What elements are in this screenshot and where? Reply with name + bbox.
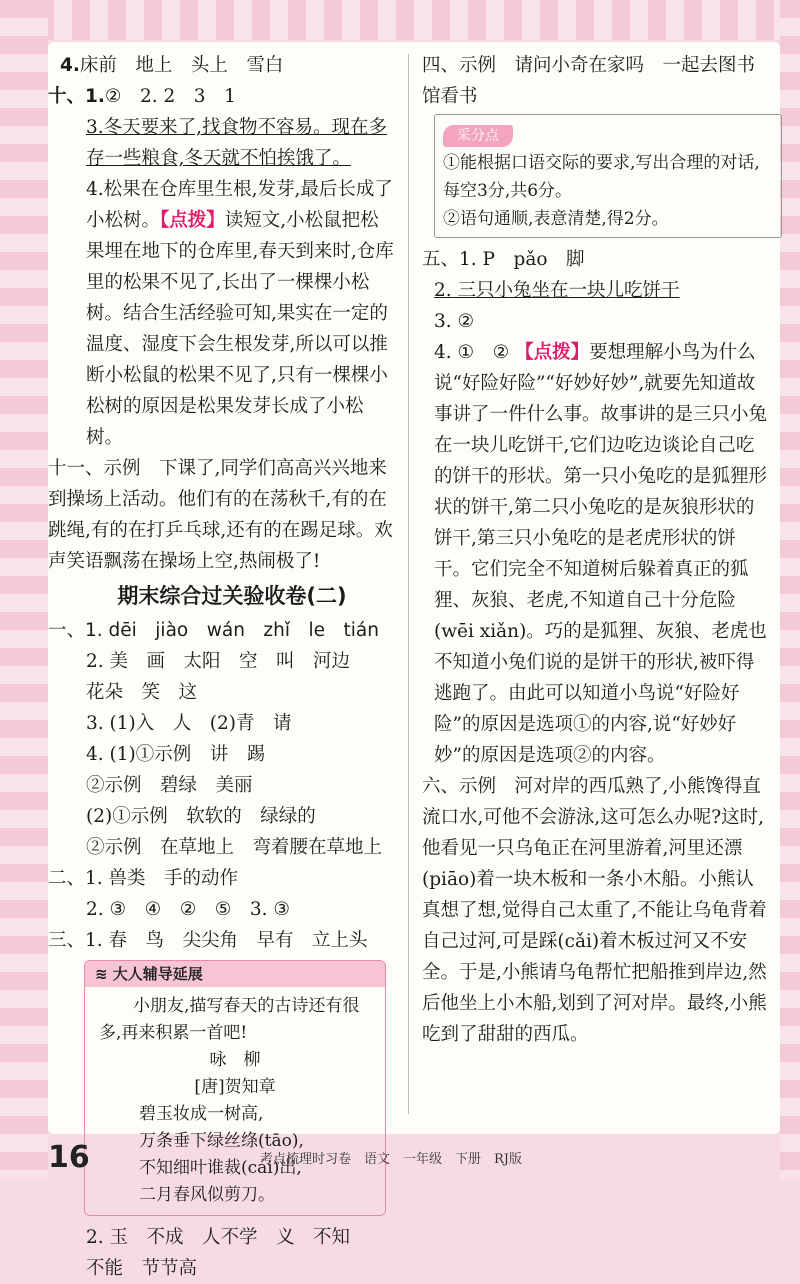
page-number: 16 <box>48 1140 90 1175</box>
answer-s1-4d: ②示例 在草地上 弯着腰在草地上 <box>86 837 383 858</box>
answer-q11: 十一、示例 下课了,同学们高高兴兴地来到操场上活动。他们有的在荡秋千,有的在跳绳,有的在打乒乓球,还有的在踢足球。欢声笑语飘荡在操场上空,热闹极了! <box>48 458 393 572</box>
answer-s1-2b: 花朵 笑 这 <box>86 682 198 703</box>
answer-s3-2b: 不能 节节高 <box>86 1258 198 1279</box>
answer-s1-4b: ②示例 碧绿 美丽 <box>86 775 253 796</box>
guide-intro: 小朋友,描写春天的古诗还有很多,再来积累一首吧! <box>99 996 360 1043</box>
answer-s4: 四、示例 请问小奇在家吗 一起去图书馆看书 <box>422 55 756 107</box>
poem-line: 不知细叶谁裁(cái)出, <box>139 1158 302 1178</box>
answer-text: 床前 地上 头上 雪白 <box>79 55 284 76</box>
answer-line <box>48 81 396 112</box>
left-column <box>48 50 396 1284</box>
section-title: 期末综合过关验收卷(二) <box>117 584 347 608</box>
answer-text: ② 2. 2 3 1 <box>104 86 236 107</box>
scoring-tag: 采分点 <box>443 125 513 147</box>
answer-q10-3: 3.冬天要来了,找食物不容易。现在多存一些粮食,冬天就不怕挨饿了。 <box>86 117 388 169</box>
column-divider <box>408 54 409 1114</box>
answer-s1-3: 3. (1)入 人 (2)青 请 <box>86 713 292 734</box>
answer-line <box>48 50 396 81</box>
answer-s6: 六、示例 河对岸的西瓜熟了,小熊馋得直流口水,可他不会游泳,这可怎么办呢?这时,他看见一只乌龟正在河里游着,河里还漂(piāo)着一块木板和一条小木船。小熊认真想了想,觉得自己太重了,不能让乌龟背着自己过河,可是踩(cǎi)着木板过河又不安全。于是,小熊请乌龟帮忙把船推到岸边,然后他坐上小木船,划到了河对岸。最终,小熊吃到了甜甜的西瓜。 <box>422 776 767 1045</box>
poem-line: 碧玉妆成一树高, <box>139 1104 264 1124</box>
hint-label: 【点拨】 <box>160 210 225 231</box>
answer-s1-4c: (2)①示例 软软的 绿绿的 <box>86 806 316 827</box>
hint-text: 要想理解小鸟为什么说“好险好险”“好妙好妙”,就要先知道故事讲了一件什么事。故事讲的是三只小兔在一块儿吃饼干,它们边吃边谈论自己吃的饼干的形状。第一只小兔吃的是狐狸形状的饼干,第二只小兔吃的是灰狼形状的饼干,第三只小兔吃的是老虎形状的饼干。它们完全不知道树后躲着真正的狐狸、灰狼、老虎,不知道自己十分危险(wēi xiǎn)。巧的是狐狸、灰狼、老虎也不知道小兔们说的是饼干的形状,被吓得逃跑了。由此可以知道小鸟说“好险好险”的原因是选项①的内容,说“好妙好妙”的原因是选项②的内容。 <box>434 342 768 766</box>
parent-guide-title: 大人辅导延展 <box>112 965 203 983</box>
answer-s2-1: 二、1. 兽类 手的动作 <box>48 868 239 889</box>
decorative-border-top <box>0 0 800 40</box>
hint-text: 读短文,小松鼠把松果埋在地下的仓库里,春天到来时,仓库里的松果不见了,长出了一棵棵小松树。结合生活经验可知,果实在一定的温度、湿度下会生根发芽,所以可以推断小松鼠的松果不见了,只有一棵棵小松树的原因是松果发芽长成了小松树。 <box>86 210 394 448</box>
question-number: 十、1. <box>48 86 105 107</box>
question-number: 4. <box>60 55 80 76</box>
answer-s5-2: 2. 三只小兔坐在一块儿吃饼干 <box>434 280 680 301</box>
answer-text: 4. ① ② <box>434 342 510 363</box>
poem-author: [唐]贺知章 <box>194 1077 276 1097</box>
answer-s1-1: 一、1. dēi jiào wán zhǐ le tián <box>48 620 379 641</box>
poem-title: 咏 柳 <box>209 1050 261 1070</box>
answer-q10-4 <box>48 174 396 453</box>
decorative-border-right <box>780 0 800 1179</box>
footer-title: 考点梳理时习卷 语文 一年级 下册 RJ版 <box>260 1152 522 1167</box>
decorative-border-left <box>0 0 48 1179</box>
answer-s2-2: 2. ③ ④ ② ⑤ 3. ③ <box>86 899 290 920</box>
answer-s3-2a: 2. 玉 不成 人不学 义 不知 <box>86 1227 351 1248</box>
answer-text: 4.松果在仓库里生根,发芽,最后长成了小松树。 <box>86 179 393 231</box>
wave-icon: ≋ <box>95 965 113 983</box>
parent-guide-heading <box>85 961 385 987</box>
answer-s5-1: 五、1. P pǎo 脚 <box>422 249 585 270</box>
scoring-box <box>434 114 782 238</box>
poem-line: 二月春风似剪刀。 <box>139 1185 275 1205</box>
scoring-rule: ②语句通顺,表意清楚,得2分。 <box>443 209 669 229</box>
hint-label: 【点拨】 <box>515 342 590 363</box>
poem-line: 万条垂下绿丝绦(tāo), <box>139 1131 304 1151</box>
page-footer <box>0 1138 800 1178</box>
answer-s1-4a: 4. (1)①示例 讲 踢 <box>86 744 266 765</box>
answer-s3-1: 三、1. 春 鸟 尖尖角 早有 立上头 <box>48 930 368 951</box>
answer-s1-2a: 2. 美 画 太阳 空 叫 河边 <box>86 651 351 672</box>
answer-s5-3: 3. ② <box>434 311 475 332</box>
answer-s5-4 <box>422 337 772 771</box>
right-column <box>422 50 772 1050</box>
scoring-rule: ①能根据口语交际的要求,写出合理的对话,每空3分,共6分。 <box>443 153 760 201</box>
